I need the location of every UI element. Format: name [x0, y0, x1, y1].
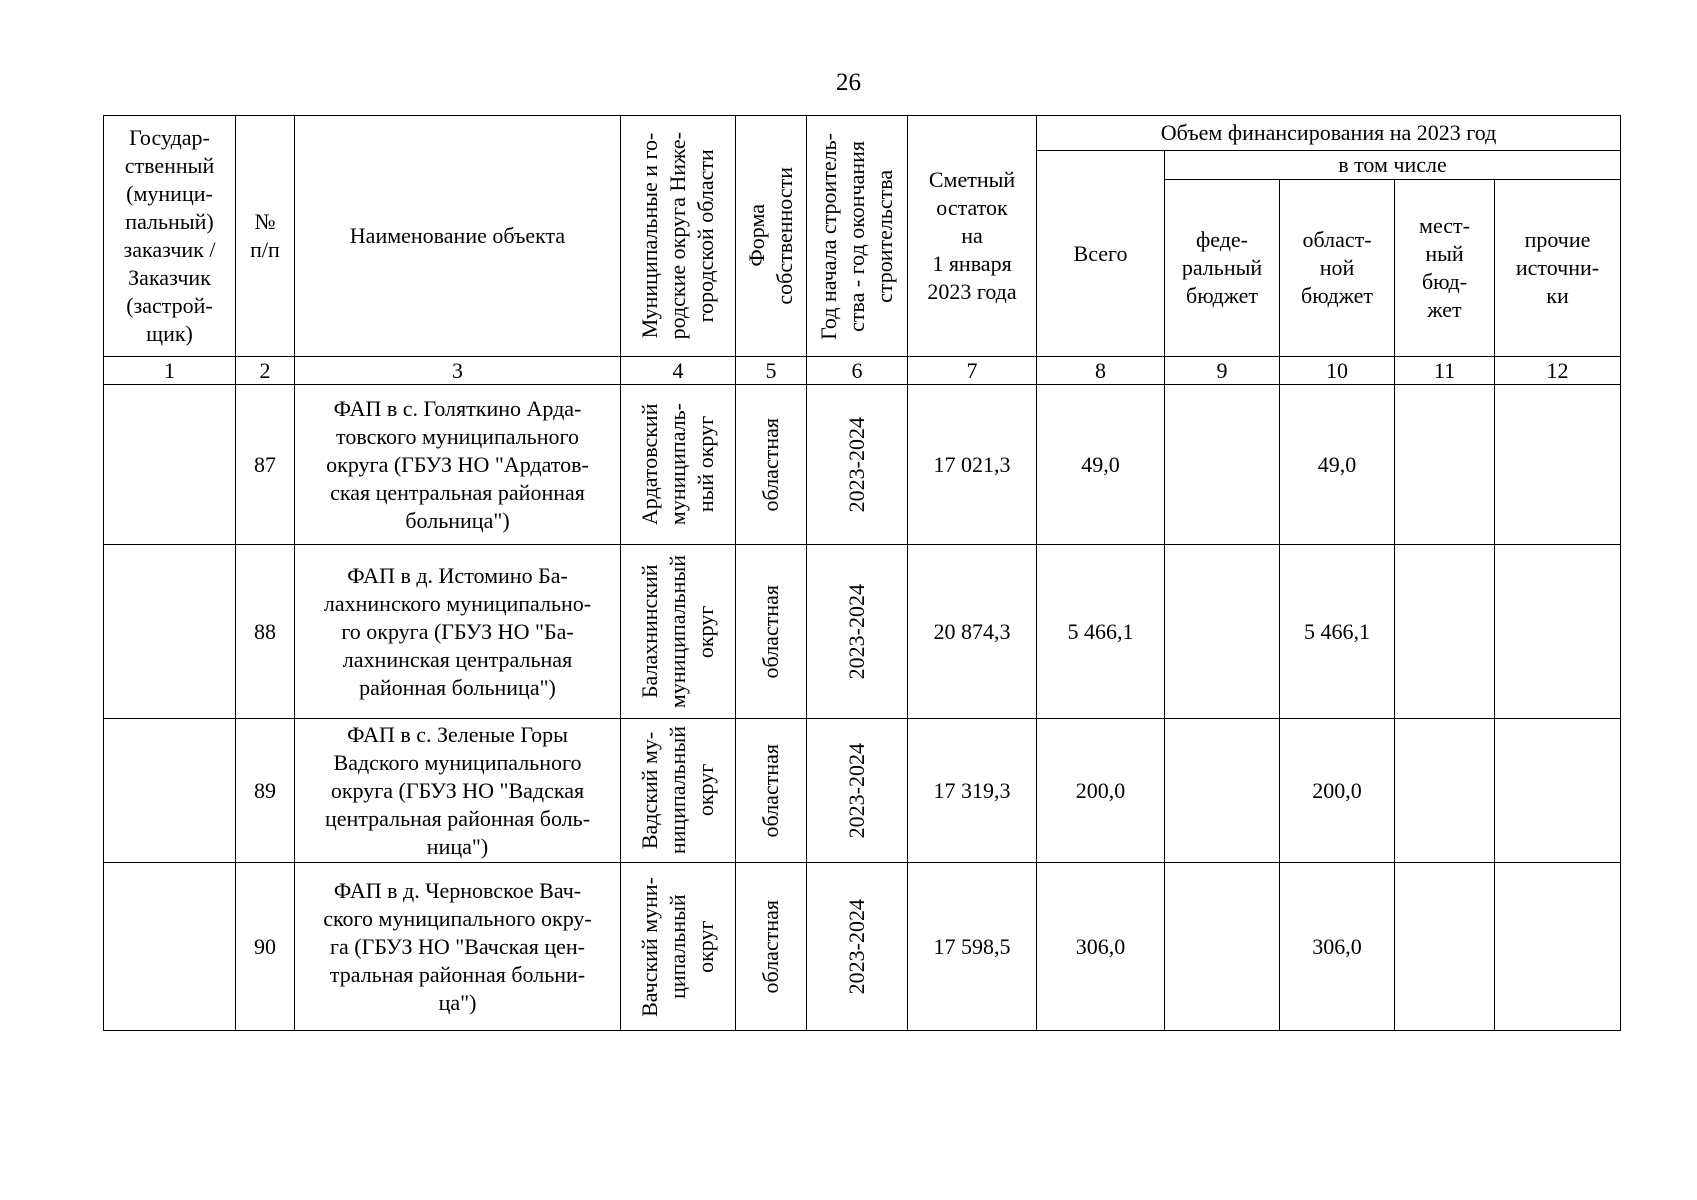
row-ownership-text: областная	[758, 743, 783, 838]
row-total: 200,0	[1037, 719, 1165, 863]
row-remainder: 17 319,3	[908, 719, 1037, 863]
text-line: районная больница")	[359, 674, 556, 700]
text-line: 1 января	[932, 251, 1012, 276]
text-line: муниципаль-	[665, 403, 690, 526]
header-funding-group: Объем финансирования на 2023 год	[1037, 116, 1621, 151]
row-other	[1495, 863, 1621, 1031]
row-total: 49,0	[1037, 385, 1165, 545]
header-remainder	[908, 116, 1037, 357]
header-num	[236, 116, 295, 357]
row-local	[1395, 863, 1495, 1031]
row-remainder: 17 598,5	[908, 863, 1037, 1031]
text-line: ского муниципального окру-	[323, 905, 592, 931]
text-line: ства - год окончания	[844, 140, 869, 332]
text-line: га (ГБУЗ НО "Вачская цен-	[329, 933, 586, 959]
header-years-text	[815, 133, 899, 340]
header-other-text	[1495, 226, 1620, 310]
text-line: округ	[693, 764, 718, 817]
row-years	[807, 545, 908, 719]
investment-table	[103, 115, 1621, 1031]
text-line: тральная районная больни-	[329, 961, 586, 987]
text-line: прочие	[1524, 227, 1591, 252]
row-regional: 306,0	[1280, 863, 1395, 1031]
header-years	[807, 116, 908, 357]
row-municipal-text	[636, 555, 720, 708]
text-line: щик)	[146, 321, 193, 346]
header-name: Наименование объекта	[295, 116, 621, 357]
text-line: родские округа Ниже-	[665, 132, 690, 340]
row-customer	[104, 863, 236, 1031]
text-line: ца")	[438, 989, 477, 1015]
table-row	[104, 863, 1621, 1031]
row-remainder: 20 874,3	[908, 545, 1037, 719]
text-line: ница")	[426, 833, 489, 859]
text-line: ральный	[1181, 255, 1263, 280]
text-line: Форма	[744, 204, 769, 268]
table-row	[104, 385, 1621, 545]
row-name	[295, 863, 621, 1031]
text-line: жет	[1427, 297, 1462, 322]
row-num: 89	[236, 719, 295, 863]
text-line: товского муниципального	[336, 423, 579, 449]
header-regional	[1280, 180, 1395, 357]
text-line: Балахнинский	[637, 564, 662, 699]
text-line: мест-	[1419, 213, 1470, 238]
text-line: округ	[693, 920, 718, 973]
row-remainder: 17 021,3	[908, 385, 1037, 545]
text-line: ственный	[124, 153, 215, 178]
column-number: 5	[736, 357, 807, 385]
row-regional: 200,0	[1280, 719, 1395, 863]
text-line: ФАП в с. Голяткино Арда-	[333, 395, 582, 421]
header-including: в том числе	[1165, 151, 1621, 180]
text-line: №	[254, 209, 276, 234]
row-federal	[1165, 863, 1280, 1031]
row-total: 306,0	[1037, 863, 1165, 1031]
row-municipal	[621, 863, 736, 1031]
header-customer-text	[104, 124, 235, 348]
text-line: бюджет	[1301, 283, 1373, 308]
table-row	[104, 719, 1621, 863]
column-number: 7	[908, 357, 1037, 385]
row-other	[1495, 719, 1621, 863]
text-line: ская центральная районная	[330, 479, 585, 505]
text-line: лахнинского муниципально-	[323, 590, 592, 616]
text-line: (застрой-	[126, 293, 213, 318]
text-line: Год начала строитель-	[816, 132, 841, 340]
row-municipal-text	[636, 726, 720, 854]
text-line: 2023 года	[927, 279, 1017, 304]
text-line: (муници-	[126, 181, 213, 206]
row-name	[295, 545, 621, 719]
text-line: строительства	[872, 169, 897, 303]
column-number: 8	[1037, 357, 1165, 385]
row-num: 87	[236, 385, 295, 545]
row-municipal	[621, 385, 736, 545]
table-row	[104, 545, 1621, 719]
row-ownership	[736, 719, 807, 863]
text-line: Муниципальные и го-	[637, 133, 662, 339]
row-local	[1395, 719, 1495, 863]
row-ownership-text: областная	[758, 417, 783, 512]
text-line: Вачский муни-	[637, 876, 662, 1017]
row-name	[295, 385, 621, 545]
text-line: ной	[1319, 255, 1355, 280]
text-line: Вадского муниципального	[333, 749, 582, 775]
header-regional-text	[1280, 226, 1394, 310]
header-local-text	[1395, 212, 1494, 324]
header-federal	[1165, 180, 1280, 357]
text-line: феде-	[1195, 227, 1248, 252]
text-line: п/п	[250, 237, 280, 262]
row-federal	[1165, 545, 1280, 719]
row-num: 88	[236, 545, 295, 719]
header-num-text	[236, 208, 294, 264]
row-other	[1495, 385, 1621, 545]
header-federal-text	[1165, 226, 1279, 310]
text-line: ФАП в с. Зеленые Горы	[347, 721, 568, 747]
row-municipal	[621, 719, 736, 863]
row-years	[807, 719, 908, 863]
row-regional: 5 466,1	[1280, 545, 1395, 719]
text-line: собственности	[772, 167, 797, 305]
text-line: бюд-	[1421, 269, 1468, 294]
row-years	[807, 863, 908, 1031]
row-customer	[104, 545, 236, 719]
row-ownership	[736, 545, 807, 719]
text-line: ный	[1425, 241, 1464, 266]
text-line: округа (ГБУЗ НО "Вадская	[330, 777, 585, 803]
row-name	[295, 719, 621, 863]
row-ownership	[736, 385, 807, 545]
text-line: ный округ	[693, 416, 718, 513]
text-line: го округа (ГБУЗ НО "Ба-	[341, 618, 574, 644]
row-years-text: 2023-2024	[844, 583, 869, 680]
text-line: ФАП в д. Истомино Ба-	[347, 562, 568, 588]
header-row-1	[104, 116, 1621, 151]
text-line: городской области	[693, 149, 718, 323]
row-ownership	[736, 863, 807, 1031]
column-number: 1	[104, 357, 236, 385]
row-regional: 49,0	[1280, 385, 1395, 545]
text-line: Вадский му-	[637, 731, 662, 850]
text-line: остаток	[936, 195, 1008, 220]
row-years-text: 2023-2024	[844, 742, 869, 839]
header-local	[1395, 180, 1495, 357]
text-line: пальный)	[125, 209, 214, 234]
row-years-text: 2023-2024	[844, 416, 869, 513]
text-line: ципальный	[665, 894, 690, 999]
row-local	[1395, 545, 1495, 719]
column-number: 12	[1495, 357, 1621, 385]
text-line: ки	[1546, 283, 1569, 308]
header-total: Всего	[1037, 151, 1165, 357]
column-number: 10	[1280, 357, 1395, 385]
column-number: 11	[1395, 357, 1495, 385]
header-ownership	[736, 116, 807, 357]
text-line: на	[961, 223, 983, 248]
column-number: 3	[295, 357, 621, 385]
text-line: источни-	[1515, 255, 1600, 280]
row-local	[1395, 385, 1495, 545]
row-federal	[1165, 719, 1280, 863]
row-customer	[104, 385, 236, 545]
column-number-row	[104, 357, 1621, 385]
text-line: Заказчик	[128, 265, 211, 290]
row-num: 90	[236, 863, 295, 1031]
text-line: Ардатовский	[637, 403, 662, 526]
text-line: лахнинская центральная	[342, 646, 573, 672]
row-municipal	[621, 545, 736, 719]
row-years	[807, 385, 908, 545]
header-municipal-text	[636, 132, 720, 339]
row-customer	[104, 719, 236, 863]
text-line: ФАП в д. Черновское Вач-	[333, 877, 582, 903]
row-municipal-text	[636, 403, 720, 525]
row-ownership-text: областная	[758, 899, 783, 994]
row-federal	[1165, 385, 1280, 545]
column-number: 6	[807, 357, 908, 385]
row-years-text: 2023-2024	[844, 898, 869, 995]
header-other	[1495, 180, 1621, 357]
text-line: округ	[693, 605, 718, 658]
text-line: округа (ГБУЗ НО "Ардатов-	[326, 451, 589, 477]
row-total: 5 466,1	[1037, 545, 1165, 719]
text-line: ниципальный	[665, 726, 690, 855]
text-line: област-	[1302, 227, 1372, 252]
text-line: муниципальный	[665, 554, 690, 709]
text-line: больница")	[405, 507, 510, 533]
column-number: 4	[621, 357, 736, 385]
header-ownership-text	[743, 167, 799, 305]
column-number: 9	[1165, 357, 1280, 385]
row-municipal-text	[636, 877, 720, 1017]
header-municipal	[621, 116, 736, 357]
column-number: 2	[236, 357, 295, 385]
text-line: Государ-	[129, 125, 210, 150]
row-ownership-text: областная	[758, 584, 783, 679]
page-number: 26	[836, 69, 861, 96]
row-other	[1495, 545, 1621, 719]
header-remainder-text	[908, 166, 1036, 306]
text-line: бюджет	[1186, 283, 1258, 308]
text-line: заказчик /	[123, 237, 216, 262]
header-customer	[104, 116, 236, 357]
text-line: Сметный	[928, 167, 1016, 192]
text-line: центральная районная боль-	[324, 805, 591, 831]
